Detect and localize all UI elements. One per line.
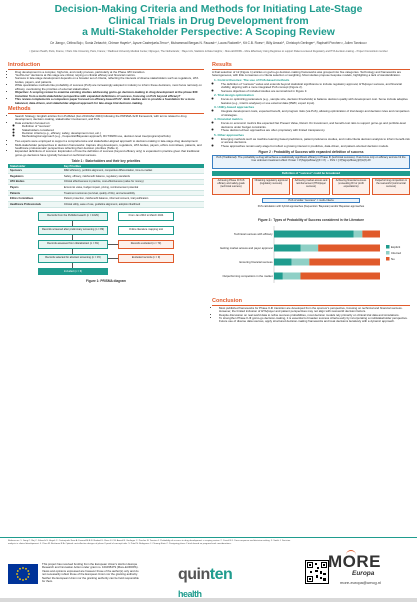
prisma-included: Included (n = 6): [38, 268, 108, 275]
prisma-diagram: [8, 212, 204, 299]
results-point: ◦ Focus on economic metrics like expected Net Present Value, Return On Investment, and benefit-cost ratio to support go/no-go and portfolio-level decisions under budget constraints.: [221, 122, 410, 129]
table-header-cell: Key Priorities: [62, 164, 204, 169]
results-points: [214, 98, 410, 105]
funding-statement: This project has received funding from the European Union's Horizon Europe Research and Innovation Action under grant no. 101095479 (More-EUROPA). Views and opinions expressed are however those of the author(s) only and do not necessarily reflect those of the European Union nor the granting authority. Neither the European Union nor the granting authority can be held responsible for them.: [42, 562, 139, 584]
methods-list: [8, 115, 204, 158]
more-europa-logo-sub: Europa: [352, 570, 375, 577]
bar-segment-no: [362, 231, 380, 238]
methods-bullet: • Search Strategy: English articles from PubMed (Jan 2010-Mar 2024) following the PRISMA-ScR framework, with terms related to drug development, decision-making, stakeholder involvement, and PoS.: [15, 115, 204, 122]
eu-flag-icon: [8, 564, 38, 584]
results-item: [214, 134, 410, 148]
references: References: 1. Jiang C. Boj C. Zebachi S. Hayek C. Castrejuela-Teno A. Fauzad M.B.N. Rodwell L. Roes K.C.B. Amzal B. Gerlinger C. Porcher R. Tanniou J. Probability of success in drug development: a scoping review. 2. Carroll K.J. Dose-response and decision making. 3. Smith J. Decision analysis in clinical development. 4. Chen M. Beckman R.A. Optimal cost-effective designs of phase II proof of concept trials. 5. Patel N. Bolognese J. Chuang-Stein C. Designing phase 2 trials based on program-level considerations.: [8, 540, 291, 545]
methods-bullet: • Expanded definitions of success: Exploration of how the definition of success (beyond efficacy only) is expanded in practice given that traditional go/no-go decisions have typically focused on technical success.: [15, 150, 204, 157]
results-item: [214, 106, 410, 117]
pos-types-chart: [212, 223, 410, 291]
methods-subbullet: ◦ Decision criteria (e.g., efficacy, safety, development cost, etc.): [22, 132, 204, 135]
methods-heading: Methods: [8, 106, 204, 114]
intro-bullet: • Success in late-stage development depends on a broader set of criteria, reflecting the interests of diverse stakeholders such as regulators, HTA bodies, payers, and patients.: [15, 77, 204, 84]
methods-sublist: [15, 125, 204, 139]
results-point: ◦ The definition of "success" varies and extends beyond statistical significance to include regulatory approval, HTA/payer success, and financial viability, aligning with a more integrated PoS concept (Figure 2).: [221, 83, 410, 90]
prisma-fulltext: Records selected for abstract screening (n = 15): [38, 254, 108, 263]
bar-segment-no: [301, 273, 381, 280]
legend-swatch: [386, 245, 390, 249]
results-point: ◦ These approaches remain early-stage but reflect a growing interest in predictive, data-driven, and patient-oriented decision models.: [221, 145, 410, 148]
success-diagram: [212, 155, 410, 217]
prisma-arrow: [108, 244, 118, 245]
prisma-excluded-2: Excluded records (n = 9): [118, 254, 174, 263]
success-box-financial: Achieving financial success (exceeding R/I or profit expectations): [332, 178, 370, 195]
methods-bullet: • Multi-stakeholder perspectives in decision frameworks: Capture drug developers, regulators, HTA bodies, payers, ethics committees, patients, and healthcare professionals' perspectives reflecting their decision priorities (Table 1).: [15, 144, 204, 151]
conclusion-bullet: • Most published frameworks for Phase II-III transition are developed from the sponsor's perspective, focusing on technical and financial success. However, the limited inclusion of HTA/payer and patient perspectives may not align with real-world decision factors.: [219, 307, 410, 314]
methods-bullet: [15, 122, 204, 139]
table-cell: Healthcare Professionals: [8, 202, 62, 208]
legend-swatch: [386, 251, 390, 255]
methods-bullet-text: Data extraction focused on:: [15, 120, 51, 125]
results-list: [212, 79, 410, 148]
table-cell: Ethics Committees: [8, 196, 62, 202]
success-box-regulatory: Obtaining regulatory approval (regulatory success): [252, 178, 290, 195]
quinten-logo-sub: health: [178, 589, 202, 599]
intro-bullet: • Objective: A scoping review to examine existing studies addressing go/no-go decision-making in drug development at the phase II/III transition from a multi-stakeholder perspective with expanded definitions of success, focusing on PoS beyond efficacy?: [15, 91, 204, 98]
prisma-screened: Records screened after preliminary screening (n = 89): [38, 226, 108, 235]
category-label: Technical success with efficacy: [234, 232, 273, 237]
bar-segment-explicit: [274, 259, 292, 266]
results-points: [214, 122, 410, 132]
methods-subbullet: ◦ Definition of "success": [22, 125, 204, 128]
table-cell: R&D efficiency, portfolio alignment, competitive differentiation, time-to-market: [62, 168, 204, 173]
prisma-timeframe: From Jan 2010 to March 2024: [118, 212, 174, 221]
figure3-caption: Figure 3 : Types of Probability of Success considered in the Literature: [257, 218, 365, 223]
quinten-logo-accent: ten: [209, 566, 233, 583]
results-item: [214, 118, 410, 132]
title-line-2: Clinical Trials in Drug Development from: [108, 15, 309, 27]
prisma-caption: Figure 1: PRISMA diagram: [86, 279, 126, 284]
contact-email[interactable]: more-europa@umcg.nl: [340, 580, 381, 585]
table-row: [8, 202, 204, 208]
bar-segment-inferred: [283, 273, 301, 280]
results-points: [214, 138, 410, 148]
affiliations: ¹ Quinten Health, Paris, France; ² Paris Cité University, Paris, France; ³ Radboud University Medical Center, Nijmegen, The Netherlands; ⁴ Bayer AG, Statistics & Data Insights; ⁵ More-EUROPA – More Effectively Using Registries to support Patient-centered Regulatory and HTA decision-making – Project Consortium member: [29, 50, 388, 53]
left-column: [8, 62, 204, 299]
more-logo-text: MORE: [328, 552, 381, 571]
results-heading: Results: [212, 62, 410, 70]
methods-bullet: • Two experts were employed to support a comprehensive and stakeholder-aligned approach to decision-making in late-stage drug development:: [15, 140, 204, 143]
quinten-logo-main: quin: [178, 566, 210, 583]
table-cell: Patients: [8, 190, 62, 196]
intro-heading: Introduction: [8, 62, 204, 70]
category-label: Getting market access and payer approval: [219, 246, 273, 251]
results-points: [214, 110, 410, 117]
figure2-caption: Figure 2 : Probability of Success with expanded definition of success: [258, 149, 364, 154]
table-caption: Table 1 : Stakeholders and their key priorities: [71, 158, 141, 163]
category-label: Ensuring financial success: [239, 260, 273, 265]
category-label: Outperforming competitors in the market: [222, 274, 273, 279]
bar-segment-explicit: [274, 245, 301, 252]
pos-calculation-note: PoS calculation with hybrid approaches (frequentist / Bayesian) and/or Bayesian approaches: [257, 204, 365, 208]
table-cell: Payers: [8, 185, 62, 191]
legend-swatch: [386, 257, 390, 261]
right-column: [212, 62, 410, 325]
results-item-title: 2. Trial design optimization: [214, 93, 254, 98]
table-cell: Economic value, budget impact, pricing, reimbursement potential: [62, 185, 204, 191]
table-cell: Sponsors: [8, 168, 62, 173]
success-box-technical: Achieving Phase III PoS efficacy and safety goals (technical success): [212, 178, 250, 195]
results-item-title: 5. Other approaches: [214, 132, 244, 137]
qr-code-icon[interactable]: [305, 560, 329, 584]
prisma-arrow: [108, 258, 118, 259]
results-points: [214, 83, 410, 93]
title-line-1: Decision-Making Criteria and Methods for Initiating Late-Stage: [54, 4, 363, 15]
title-line-3: a Multi-Stakeholder Perspective: A Scoping Review: [82, 27, 335, 39]
results-item-title: 1. Control theories: The use of PoS-based methods: [214, 77, 290, 82]
bar-segment-explicit: [274, 231, 354, 238]
author-list: Ce Jiang¹², Célina Boj¹², Sonia Zebachi³, Chinwe Hayek³⁴, Ayoze Castrejuela-Teno³⁴, Muhammad Bergas N. Fauzad³⁴, Laura Rodwell³⁴, Kit C.B. Roes³⁴, Billy Amzal²⁵, Christoph Gerlinger⁶, Raphaël Porcher¹², Julien Tanniou¹²: [50, 41, 367, 45]
table-cell: Patient protection, risk/benefit balance, informed consent, trial justification: [62, 196, 204, 202]
more-europa-logo: [328, 552, 381, 572]
prisma-identified: Records from the PubMed search (n = 1029): [38, 212, 108, 221]
table-cell: Clinical utility, ease of use, guideline alignment, adoption likelihood: [62, 202, 204, 208]
traditional-pos-box: PoS (Traditional): The probability a drug will achieve a statistically significant efficacy in Phase III (technical success). If we focus only on efficacy and we hit the true unknown treatment effect: Power = P(Sign(efficacy)|θ = θ) → PoS = ∫ P(Sign(efficacy)|θ)π(θ) dθ: [212, 155, 410, 169]
bar-segment-explicit: [274, 273, 283, 280]
conclusion-bullet: • Despite discussion on real-world data to refine success probabilities, most decision models rely primarily on clinical trial data and simulations.: [219, 314, 410, 317]
bar-segment-inferred: [292, 259, 310, 266]
conclusion-heading: Conclusion: [212, 298, 410, 306]
intro-bullet: • "Go/No-Go" decisions at this stage are critical, relying on clinical efficacy and financial metrics.: [15, 74, 204, 77]
intro-bullet: • Drug development is a complex, high-risk, and costly process, particularly at the Phase II/III transition.: [15, 71, 204, 74]
prisma-online-tool: Online literature mapping tool: [118, 226, 174, 235]
results-point: ◦ These decision-driven approaches are often proprietary with limited transparency.: [221, 129, 410, 132]
conclusion-bullet: • To strengthen Phase II-III go/no-go decision-making, it is essential to broaden success criteria early by incorporating a multistakeholder perspective. Future use of diverse data sources, apply structured decision-making frameworks and treat decisions iteratively with a dynamic approach.: [219, 317, 410, 324]
table-cell: Safety, efficacy, risk/benefit balance, regulatory standards: [62, 174, 204, 180]
poster-footer: [0, 537, 417, 598]
results-item-title: 4. Financial metrics: [214, 117, 243, 122]
table-cell: Clinical effectiveness in practice, cost-effectiveness (value for money): [62, 179, 204, 185]
methods-subbullet: ◦ Stakeholders considered: [22, 129, 204, 132]
intro-bullet: • This review complements a companion paper focused on efficacy-based PoS¹. Both studies aim to provide a foundation for a more balanced, data-driven, and stakeholder-aligned approach for late-stage trial decision-making.: [15, 98, 204, 105]
results-point: ◦ Success objectives of included studies are summarized in Figure 3.: [221, 90, 410, 93]
results-item: [214, 79, 410, 93]
table-cell: Regulators: [8, 174, 62, 180]
legend-label: Explicit: [391, 245, 401, 250]
broadened-success-bar: Definition of "success" could be broadened: [212, 171, 410, 176]
qr-pattern: [306, 561, 328, 583]
bar-segment-inferred: [301, 245, 319, 252]
legend-label: No: [391, 257, 395, 262]
methods-subbullet: ◦ Methodological approach (e.g., frequentist/Bayesian approach, RCT/RWD use, decision level tree/program/portfolio): [22, 135, 204, 138]
poster-header: [0, 0, 417, 58]
table-header-cell: Stakeholder: [8, 164, 62, 169]
bar-segment-no: [309, 259, 380, 266]
stakeholder-table: [8, 164, 204, 208]
success-box-commercial: Outperforming competitors in the real-world (commercial success): [372, 178, 410, 195]
success-box-market-access: Achieving market access and reimbursement (HTA/payer success): [292, 178, 330, 195]
results-item-title: 3. Utility-based approaches: [214, 105, 255, 110]
results-point: ◦ Focus on optimizing parameters (e.g., sample size, decision thresholds) to balance decision quality with development cost. Some include adaptive features (e.g., interim analyses) or use external data (RWD, expert input).: [221, 98, 410, 105]
results-intro: A final selection of 12 (Figure 1) articles on go/no-go decision-making frameworks was grouped into five categories. Technology and frameworks are heterogeneous, with little consensus on criteria selection or weighting. Most studies propose bespoke models, highlighting a lack of standardization.: [212, 69, 402, 77]
prisma-title-abstract: Records assessed from title/abstract (n = 81): [38, 240, 108, 249]
results-point: ◦ Emerging methods such as machine learning based predictions, patient preference studies, and multi-criteria decision analysis to inform benefit-risk or access decisions.: [221, 138, 410, 145]
bar-segment-no: [318, 245, 380, 252]
poster-title: [20, 4, 397, 39]
intro-bullet: • While quantitative methods like probability of success (PoS) are increasingly adopted in industry to inform these decisions, most focus narrowly on efficacy, overlooking the priorities of external stakeholders.: [15, 84, 204, 91]
results-item: [214, 94, 410, 105]
multi-criteria-pos-box: PoS of wider "success" = multi-criteria: [262, 198, 360, 203]
results-point: ◦ Integrate development costs, expected benefit, and program risks (via PoS), allowing optimization of trial design and decision rules and comparison of strategies.: [221, 110, 410, 117]
eu-stars-icon: [8, 564, 38, 584]
table-cell: Treatment outcomes (survival, quality of life), and accessibility: [62, 190, 204, 196]
prisma-excluded-1: Records excluded (n = 73): [118, 240, 174, 249]
table-cell: HTA Bodies: [8, 179, 62, 185]
conclusion-list: [212, 307, 410, 324]
bar-segment-inferred: [354, 231, 363, 238]
legend-label: Inferred: [391, 251, 401, 256]
intro-list: [8, 71, 204, 106]
